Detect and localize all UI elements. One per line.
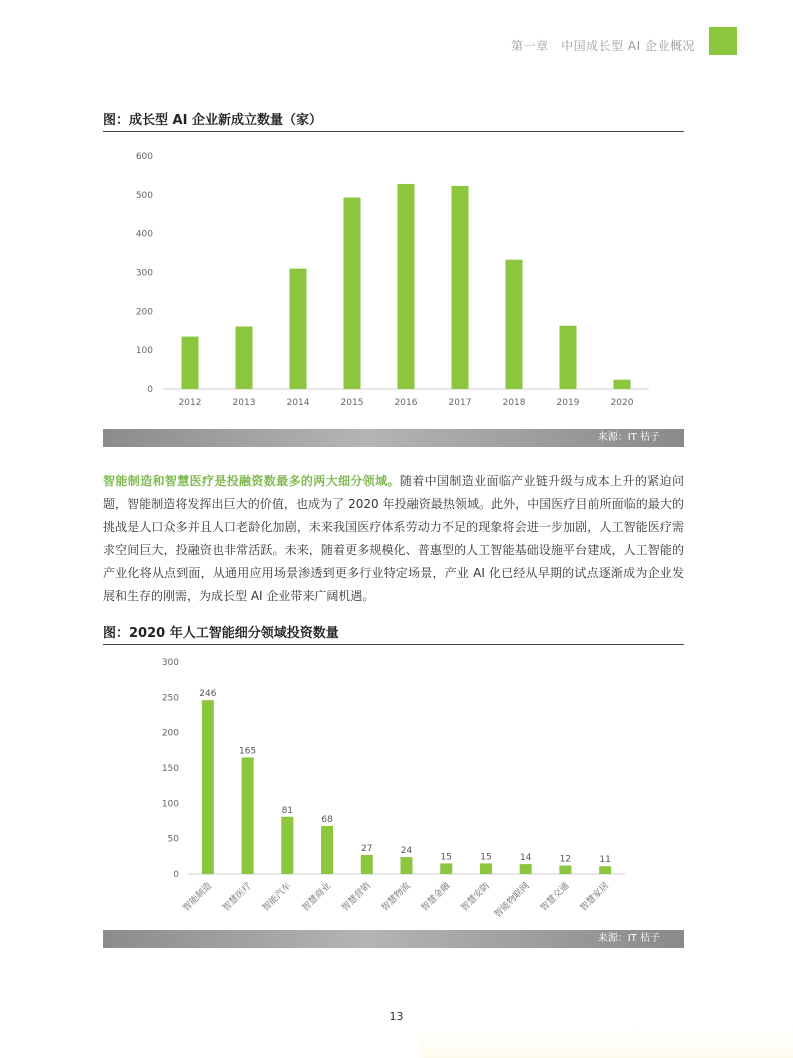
x-tick-label-2019: 2019 (556, 398, 580, 408)
data-label-智慧医疗: 165 (238, 746, 257, 757)
data-label-智慧物流: 24 (400, 846, 413, 857)
y-tick-label: 100 (161, 799, 179, 810)
data-label-智能制造: 246 (199, 689, 217, 700)
figure2-source: 来源：IT 桔子 (103, 930, 684, 948)
corner-decoration (420, 1028, 793, 1058)
x-tick-label-智慧营销: 智慧营销 (340, 881, 373, 914)
data-label-智慧金融: 15 (440, 852, 452, 863)
data-label-智慧商业: 68 (321, 814, 333, 825)
y-tick-label: 100 (135, 346, 153, 357)
bar-智能制造 (202, 700, 214, 874)
x-tick-label-智慧金融: 智慧金融 (419, 881, 453, 914)
x-tick-label-2013: 2013 (232, 398, 256, 408)
y-tick-label: 200 (161, 728, 179, 739)
x-tick-label-智慧物流: 智慧物流 (380, 881, 413, 914)
x-tick-label-2017: 2017 (448, 398, 472, 408)
bar-智能物联网 (520, 864, 532, 874)
x-tick-label-智慧安防: 智慧安防 (459, 881, 493, 914)
y-tick-label: 300 (161, 658, 179, 668)
x-tick-label-智能物联网: 智能物联网 (492, 881, 532, 920)
bar-智慧物流 (401, 857, 413, 874)
bar-智能汽车 (281, 817, 293, 874)
bar-智慧医疗 (242, 757, 254, 874)
bar-智慧家居 (599, 866, 611, 874)
x-tick-label-2014: 2014 (286, 398, 310, 408)
data-label-智慧家居: 11 (599, 855, 611, 866)
x-tick-label-智慧交通: 智慧交通 (538, 881, 572, 914)
y-tick-label: 200 (135, 307, 153, 318)
x-tick-label-智慧家居: 智慧家居 (578, 881, 612, 914)
body-text: 随着中国制造业面临产业链升级与成本上升的紧迫问题，智能制造将发挥出巨大的价值，也成为了 2020 年投融资最热领域。此外，中国医疗目前所面临的最大的挑战是人口众多并且人口老龄化加剧，未来我国医疗体系劳动力不足的现象将会进一步加剧，人工智能医疗需求空间巨大，投融资也非常活跃。未来，随着更多规模化、普惠型的人工智能基础设施平台建成，人工智能的产业化将从点到面，从通用应用场景渗透到更多行业特定场景，产业 AI 化已经从早期的试点逐渐成为企业发展和生存的刚需，为成长型 AI 企业带来广阔机遇。 (103, 474, 684, 603)
data-label-智慧交通: 12 (559, 854, 572, 865)
y-tick-label: 300 (135, 268, 153, 279)
figure1-source: 来源：IT 桔子 (103, 429, 684, 447)
x-tick-label-2015: 2015 (340, 398, 364, 408)
bar-智慧安防 (480, 863, 492, 874)
y-tick-label: 0 (147, 385, 153, 395)
y-tick-label: 50 (167, 834, 179, 845)
y-tick-label: 500 (135, 190, 153, 201)
y-tick-label: 250 (161, 693, 179, 704)
x-tick-label-2020: 2020 (610, 398, 634, 408)
chapter-header: 第一章 中国成长型 AI 企业概况 (511, 39, 695, 53)
figure2-title: 图：2020 年人工智能细分领域投资数量 (103, 622, 684, 645)
x-tick-label-2012: 2012 (178, 398, 202, 408)
body-highlight: 智能制造和智慧医疗是投融资数最多的两大细分领域。 (103, 474, 400, 488)
x-tick-label-2016: 2016 (394, 398, 418, 408)
data-label-智慧安防: 15 (480, 852, 492, 863)
x-tick-label-智慧医疗: 智慧医疗 (221, 881, 254, 914)
bar-智慧营销 (361, 855, 373, 874)
data-label-智能汽车: 81 (281, 805, 294, 816)
y-tick-label: 600 (135, 152, 153, 162)
data-label-智能物联网: 14 (519, 853, 532, 864)
y-tick-label: 0 (173, 870, 179, 880)
x-tick-label-2018: 2018 (502, 398, 526, 408)
bar-智慧交通 (559, 866, 571, 874)
page-number: 13 (389, 1010, 404, 1023)
y-tick-label: 400 (135, 229, 153, 240)
x-tick-label-智能汽车: 智能汽车 (260, 881, 294, 914)
figure1-title: 图：成长型 AI 企业新成立数量（家） (103, 109, 684, 132)
y-tick-label: 150 (161, 764, 179, 774)
bar-智慧商业 (321, 826, 333, 874)
bar-智慧金融 (440, 863, 452, 874)
x-tick-label-智能制造: 智能制造 (181, 881, 214, 914)
data-label-智慧营销: 27 (361, 843, 373, 854)
x-tick-label-智慧商业: 智慧商业 (300, 881, 334, 914)
